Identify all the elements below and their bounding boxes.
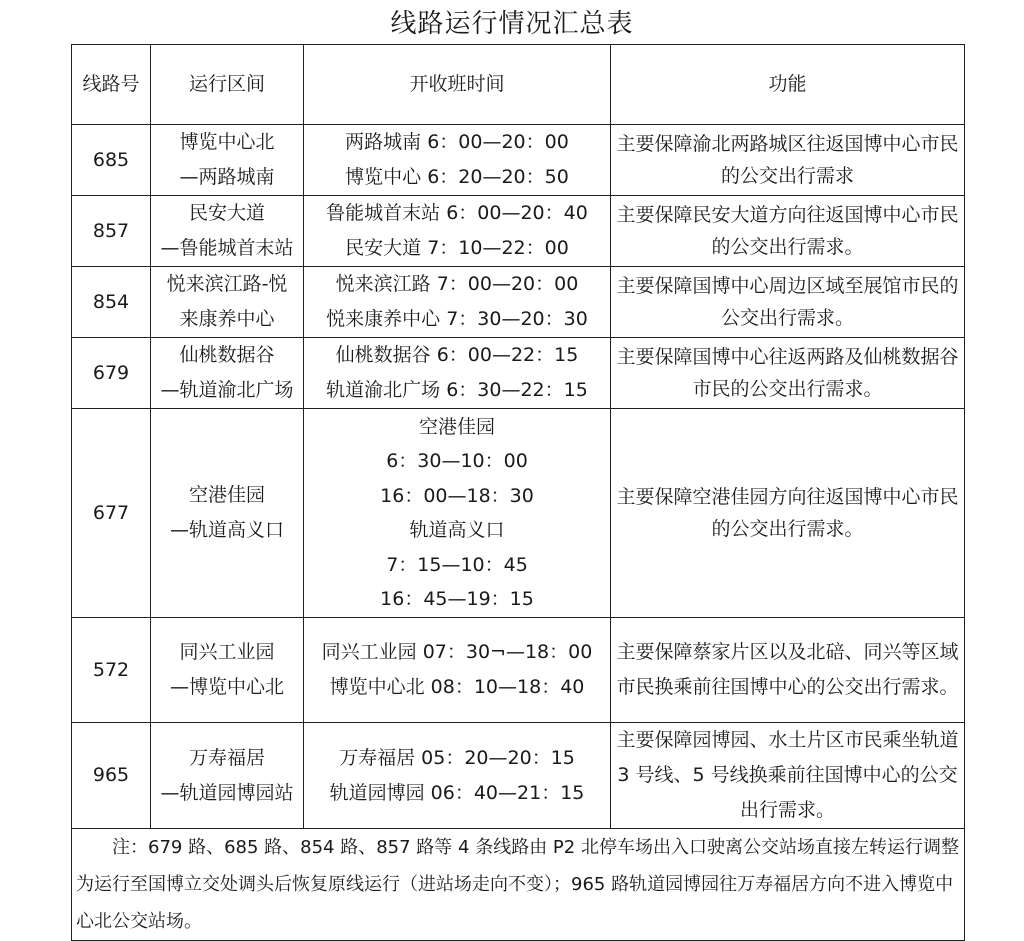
route-number: 679 — [72, 338, 151, 409]
table-row — [72, 618, 965, 723]
route-section: 万寿福居 —轨道园博园站 — [151, 723, 304, 829]
header-schedule: 开收班时间 — [304, 45, 611, 125]
table-header-row — [72, 45, 965, 125]
table-note: 注：679 路、685 路、854 路、857 路等 4 条线路由 P2 北停车场出入口驶离公交站场直接左转运行调整为运行至国博立交处调头后恢复原线运行（进站场走向不变）；965 路轨道园博园往万寿福居方向不进入博览中心北公交站场。 — [72, 829, 965, 941]
route-function: 主要保障园博园、水土片区市民乘坐轨道 3 号线、5 号线换乘前往国博中心的公交出行需求。 — [611, 723, 965, 829]
route-schedule: 鲁能城首末站 6：00—20：40 民安大道 7：10—22：00 — [304, 196, 611, 267]
table-row — [72, 409, 965, 618]
route-schedule: 万寿福居 05：20—20：15 轨道园博园 06：40—21：15 — [304, 723, 611, 829]
table-row — [72, 723, 965, 829]
route-section: 仙桃数据谷 —轨道渝北广场 — [151, 338, 304, 409]
header-function: 功能 — [611, 45, 965, 125]
route-number: 677 — [72, 409, 151, 618]
route-function: 主要保障蔡家片区以及北碚、同兴等区域市民换乘前往国博中心的公交出行需求。 — [611, 618, 965, 723]
route-function: 主要保障渝北两路城区往返国博中心市民的公交出行需求 — [611, 125, 965, 196]
table-row — [72, 267, 965, 338]
table-row — [72, 338, 965, 409]
route-section: 民安大道 —鲁能城首末站 — [151, 196, 304, 267]
route-number: 965 — [72, 723, 151, 829]
route-schedule: 两路城南 6：00—20：00 博览中心 6：20—20：50 — [304, 125, 611, 196]
route-number: 685 — [72, 125, 151, 196]
route-section: 同兴工业园 —博览中心北 — [151, 618, 304, 723]
route-schedule: 空港佳园 6：30—10：00 16：00—18：30 轨道高义口 7：15—10：45 16：45—19：15 — [304, 409, 611, 618]
header-section: 运行区间 — [151, 45, 304, 125]
route-schedule: 同兴工业园 07：30¬—18：00 博览中心北 08：10—18：40 — [304, 618, 611, 723]
note-row — [72, 829, 965, 941]
route-number: 857 — [72, 196, 151, 267]
route-function: 主要保障空港佳园方向往返国博中心市民的公交出行需求。 — [611, 409, 965, 618]
route-function: 主要保障民安大道方向往返国博中心市民的公交出行需求。 — [611, 196, 965, 267]
table-row — [72, 125, 965, 196]
route-summary-table — [71, 44, 965, 941]
route-function: 主要保障国博中心往返两路及仙桃数据谷市民的公交出行需求。 — [611, 338, 965, 409]
route-section: 空港佳园 —轨道高义口 — [151, 409, 304, 618]
table-row — [72, 196, 965, 267]
route-schedule: 仙桃数据谷 6：00—22：15 轨道渝北广场 6：30—22：15 — [304, 338, 611, 409]
page-title: 线路运行情况汇总表 — [390, 9, 634, 39]
route-section: 悦来滨江路-悦 来康养中心 — [151, 267, 304, 338]
header-route-no: 线路号 — [72, 45, 151, 125]
route-schedule: 悦来滨江路 7：00—20：00 悦来康养中心 7：30—20：30 — [304, 267, 611, 338]
route-section: 博览中心北 —两路城南 — [151, 125, 304, 196]
route-function: 主要保障国博中心周边区域至展馆市民的公交出行需求。 — [611, 267, 965, 338]
route-number: 572 — [72, 618, 151, 723]
route-number: 854 — [72, 267, 151, 338]
